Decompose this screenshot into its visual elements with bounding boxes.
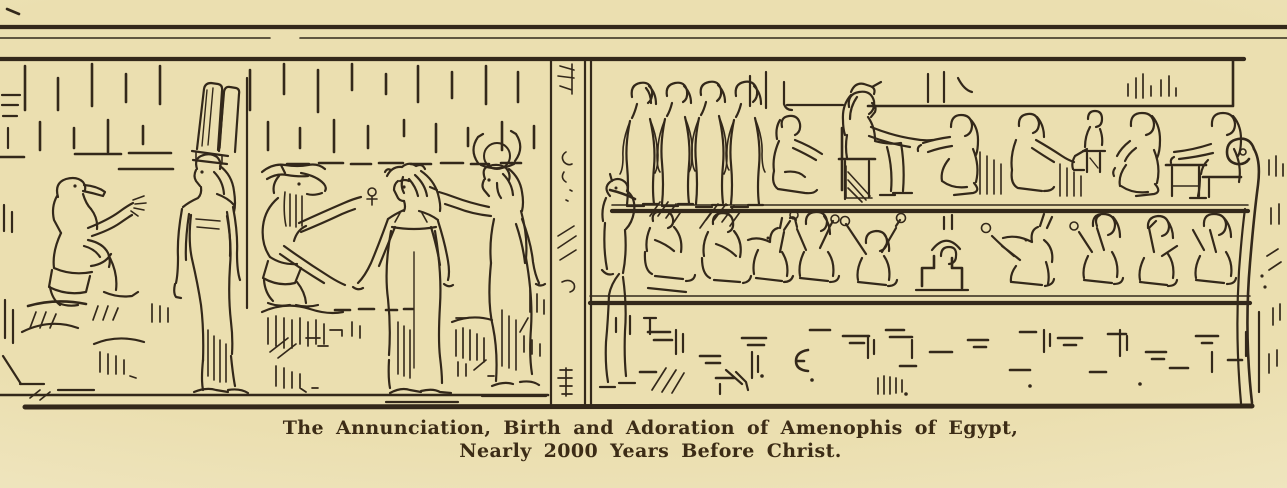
divider-column [551, 60, 591, 404]
caption [0, 417, 1287, 463]
frame-rules [0, 9, 1287, 407]
boat-prow-scroll [1227, 139, 1283, 403]
hieroglyph-band [640, 330, 1246, 396]
goddess-with-double-plume-crown [174, 78, 248, 393]
caption-line-1: The Annunciation, Birth and Adoration of Amenophis of Egypt, [282, 417, 1019, 439]
procession-of-standing-attendants [620, 82, 765, 207]
khnum-ram-headed-god [262, 165, 377, 393]
thoth-ibis-headed-god [20, 178, 168, 390]
caption-line-2: Nearly 2000 Years Before Christ. [459, 440, 842, 462]
seated-child-and-nurses [1072, 111, 1241, 198]
kneeling-adorers [616, 202, 1236, 334]
